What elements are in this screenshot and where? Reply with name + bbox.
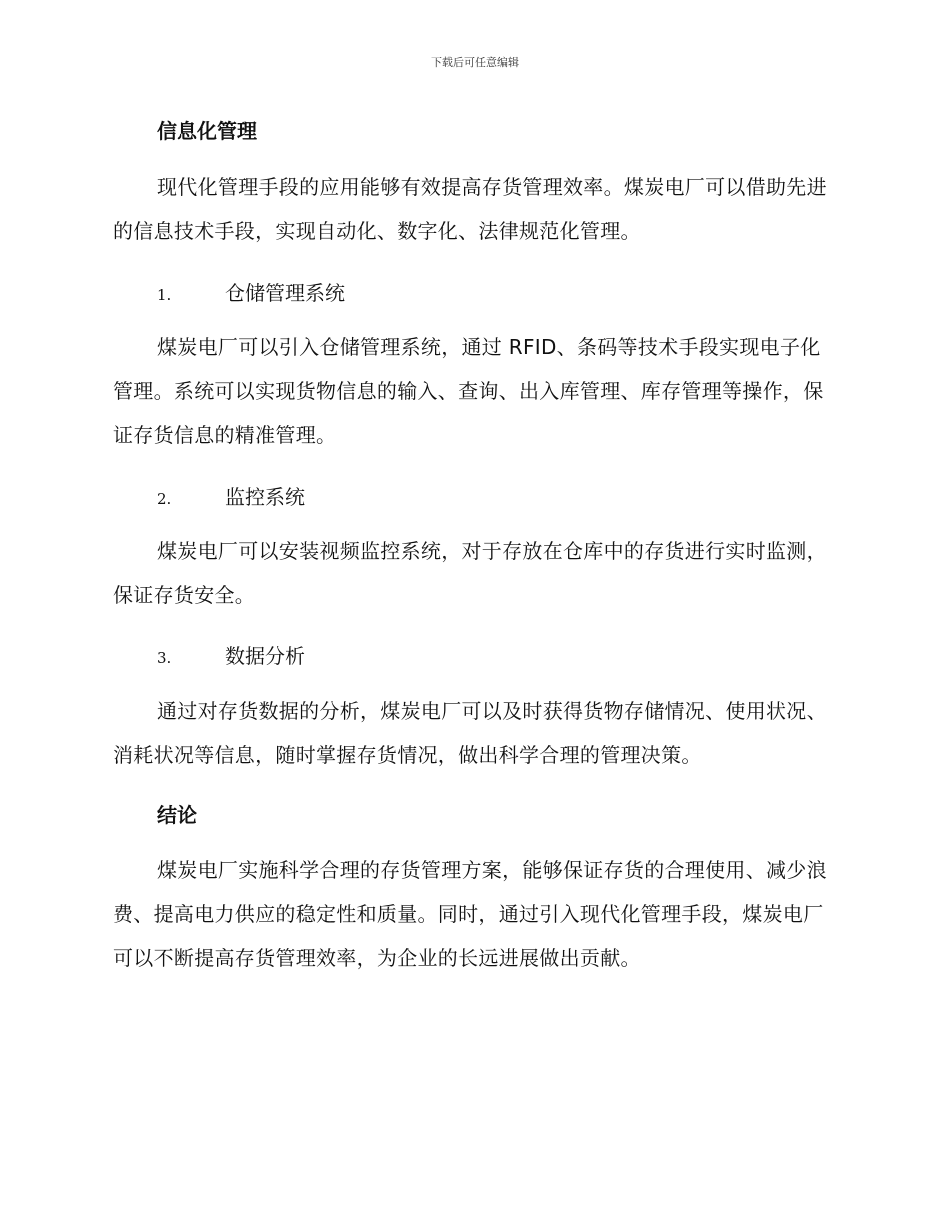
header-note: 下载后可任意编辑: [431, 56, 519, 69]
list-title: 数据分析: [225, 644, 305, 668]
list-number: 2.: [157, 490, 172, 508]
list-item-2-heading: [157, 481, 305, 510]
list-title: 监控系统: [225, 485, 305, 509]
list-item-1-heading: [157, 277, 345, 306]
list-item-3-heading: [157, 640, 305, 669]
conclusion-paragraph: 煤炭电厂实施科学合理的存货管理方案，能够保证存货的合理使用、减少浪费、提高电力供应的稳定性和质量。同时，通过引入现代化管理手段，煤炭电厂可以不断提高存货管理效率，为企业的长远进展做出贡献。: [113, 858, 827, 970]
section-heading-conclusion: 结论: [157, 803, 197, 827]
section-heading-informatization: 信息化管理: [157, 119, 257, 143]
list-number: 1.: [157, 286, 172, 304]
list-item-2-paragraph: 煤炭电厂可以安装视频监控系统，对于存放在仓库中的存货进行实时监测，保证存货安全。: [113, 539, 827, 607]
list-title: 仓储管理系统: [225, 281, 345, 305]
section-intro-paragraph: 现代化管理手段的应用能够有效提高存货管理效率。煤炭电厂可以借助先进的信息技术手段，实现自动化、数字化、法律规范化管理。: [113, 175, 827, 243]
list-number: 3.: [157, 649, 172, 667]
list-item-1-paragraph: 煤炭电厂可以引入仓储管理系统，通过 RFID、条码等技术手段实现电子化管理。系统可以实现货物信息的输入、查询、出入库管理、库存管理等操作，保证存货信息的精准管理。: [113, 335, 824, 447]
list-item-3-paragraph: 通过对存货数据的分析，煤炭电厂可以及时获得货物存储情况、使用状况、消耗状况等信息，随时掌握存货情况，做出科学合理的管理决策。: [113, 699, 827, 767]
